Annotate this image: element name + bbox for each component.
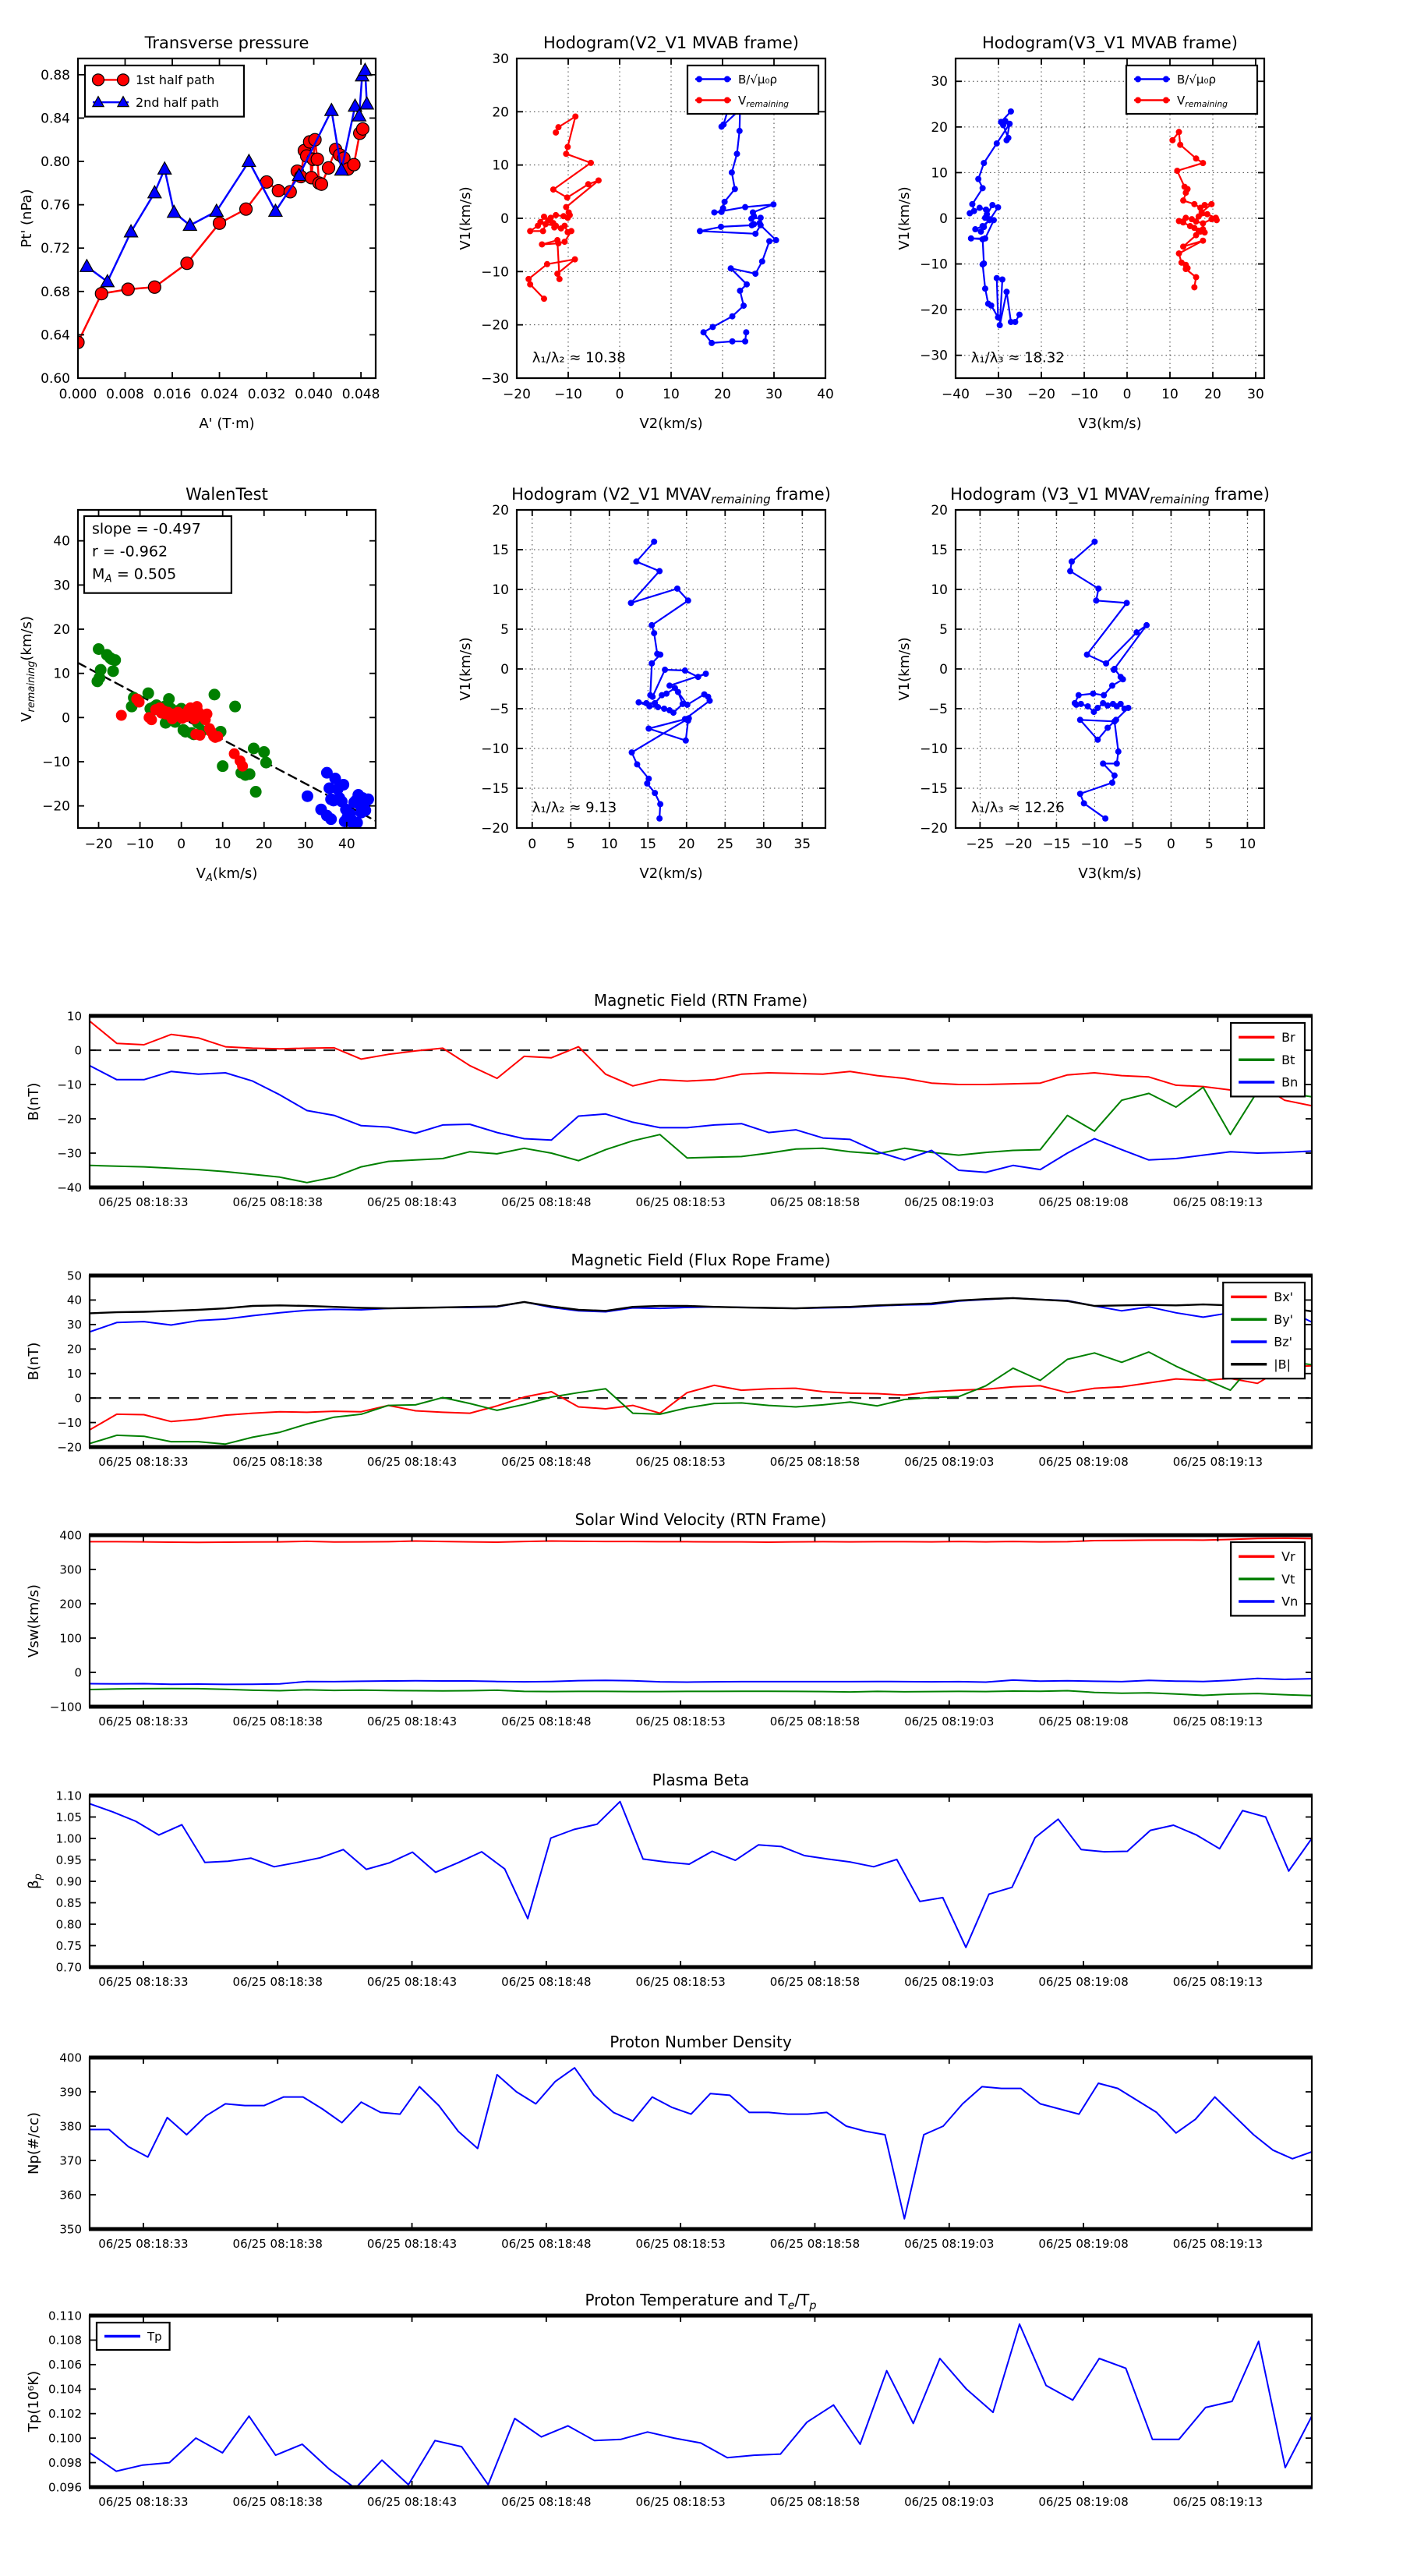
svg-text:−5: −5 [489,701,509,717]
svg-text:−25: −25 [966,837,995,852]
svg-text:30: 30 [931,74,948,90]
chart-hodogram-v2v1-mvab [458,34,834,432]
svg-text:06/25 08:18:53: 06/25 08:18:53 [635,2237,726,2251]
svg-text:Vn: Vn [1281,1594,1299,1609]
svg-text:06/25 08:19:08: 06/25 08:19:08 [1038,2495,1129,2509]
svg-text:0.60: 0.60 [41,370,70,387]
svg-text:0.70: 0.70 [55,1960,82,1975]
svg-text:06/25 08:19:13: 06/25 08:19:13 [1172,2495,1263,2509]
svg-text:−10: −10 [920,257,948,273]
svg-text:0: 0 [528,837,537,852]
svg-text:−20: −20 [1027,387,1055,402]
svg-text:Np(#/cc): Np(#/cc) [26,2112,42,2174]
svg-text:−10: −10 [920,741,948,757]
svg-text:1.05: 1.05 [55,1810,82,1824]
svg-text:06/25 08:19:13: 06/25 08:19:13 [1172,1455,1263,1469]
svg-text:|B|: |B| [1274,1357,1292,1372]
svg-text:0.102: 0.102 [48,2406,82,2421]
svg-text:20: 20 [714,387,731,402]
svg-text:0.040: 0.040 [295,387,333,402]
svg-text:−10: −10 [481,741,509,757]
svg-text:0: 0 [939,211,948,227]
svg-text:15: 15 [931,542,948,558]
svg-text:06/25 08:18:48: 06/25 08:18:48 [501,1455,592,1469]
svg-text:V1(km/s): V1(km/s) [896,637,913,701]
chart-plasma-beta [26,1771,1313,1989]
svg-text:10: 10 [492,582,509,598]
svg-text:0.110: 0.110 [48,2309,82,2323]
svg-text:B/√μ₀ρ: B/√μ₀ρ [1177,72,1216,87]
svg-text:06/25 08:18:53: 06/25 08:18:53 [635,1455,726,1469]
svg-text:06/25 08:19:03: 06/25 08:19:03 [904,1455,995,1469]
svg-text:Hodogram (V3_V1 MVAVremaining: Hodogram (V3_V1 $MVAV_{remaining}$ frame) [950,485,1270,507]
svg-text:06/25 08:18:48: 06/25 08:18:48 [501,2495,592,2509]
svg-text:0.84: 0.84 [41,111,70,127]
svg-text:−40: −40 [942,387,970,402]
svg-text:−10: −10 [57,1077,82,1092]
svg-text:0.108: 0.108 [48,2333,82,2348]
chart-proton-number-density [26,2033,1313,2251]
svg-text:1.00: 1.00 [55,1831,82,1846]
svg-text:06/25 08:18:53: 06/25 08:18:53 [635,1714,726,1729]
svg-text:Hodogram(V2_V1 MVAB frame): Hodogram(V2_V1 MVAB frame) [543,34,799,52]
svg-text:0: 0 [1122,387,1132,402]
svg-text:35: 35 [793,837,811,852]
svg-text:10: 10 [66,1366,82,1381]
svg-text:06/25 08:18:43: 06/25 08:18:43 [366,1455,458,1469]
svg-text:06/25 08:19:08: 06/25 08:19:08 [1038,2237,1129,2251]
svg-text:20: 20 [255,837,273,852]
svg-text:0: 0 [74,1665,82,1680]
svg-text:30: 30 [296,837,314,852]
chart-hodogram-v3v1-mvav [896,485,1270,882]
svg-text:06/25 08:18:43: 06/25 08:18:43 [366,1975,458,1989]
svg-text:5: 5 [566,837,575,852]
svg-text:0.024: 0.024 [200,387,239,402]
svg-text:06/25 08:19:03: 06/25 08:19:03 [904,1195,995,1209]
svg-text:λ₁/λ₂ ≈ 9.13: λ₁/λ₂ ≈ 9.13 [532,799,617,816]
svg-text:20: 20 [53,621,70,638]
svg-text:06/25 08:18:38: 06/25 08:18:38 [232,1455,323,1469]
svg-text:06/25 08:19:03: 06/25 08:19:03 [904,2237,995,2251]
svg-text:V3(km/s): V3(km/s) [1078,865,1142,882]
svg-text:06/25 08:18:38: 06/25 08:18:38 [232,1195,323,1209]
svg-text:06/25 08:19:13: 06/25 08:19:13 [1172,2237,1263,2251]
svg-text:Vremaining: $V_{remaining}$ [1177,93,1228,110]
svg-text:10: 10 [66,1009,82,1024]
svg-text:Magnetic Field (RTN Frame): Magnetic Field (RTN Frame) [593,991,808,1010]
svg-text:Vremaining(km/s): $V_{remaining}(km/s)$ [19,616,37,722]
svg-text:−10: −10 [42,754,70,770]
svg-text:30: 30 [492,51,509,67]
svg-text:10: 10 [492,157,509,174]
svg-text:06/25 08:18:33: 06/25 08:18:33 [98,2495,189,2509]
svg-text:10: 10 [1161,387,1179,402]
svg-text:06/25 08:18:48: 06/25 08:18:48 [501,2237,592,2251]
svg-text:0: 0 [74,1043,82,1058]
svg-text:380: 380 [59,2119,82,2134]
svg-text:Hodogram(V3_V1 MVAB frame): Hodogram(V3_V1 MVAB frame) [982,34,1238,52]
svg-text:40: 40 [338,837,355,852]
svg-text:Proton Temperature and Te/Tp: Proton Temperature and $T_e/T_p$ [585,2291,817,2312]
svg-text:10: 10 [53,666,70,682]
svg-text:25: 25 [716,837,734,852]
chart-hodogram-v2v1-mvav [458,485,831,882]
chart-proton-temperature [26,2291,1313,2509]
svg-text:400: 400 [59,2051,82,2065]
svg-text:06/25 08:19:03: 06/25 08:19:03 [904,2495,995,2509]
svg-text:0.75: 0.75 [55,1938,82,1953]
svg-text:06/25 08:19:03: 06/25 08:19:03 [904,1975,995,1989]
svg-text:Bt: Bt [1281,1052,1295,1067]
svg-text:06/25 08:19:08: 06/25 08:19:08 [1038,1714,1129,1729]
svg-text:06/25 08:18:48: 06/25 08:18:48 [501,1195,592,1209]
svg-text:390: 390 [59,2085,82,2100]
svg-text:30: 30 [1247,387,1264,402]
svg-text:06/25 08:18:38: 06/25 08:18:38 [232,1714,323,1729]
svg-text:0: 0 [177,837,186,852]
chart-magnetic-field-rtn [26,991,1313,1209]
svg-text:0.098: 0.098 [48,2455,82,2470]
svg-text:100: 100 [59,1631,82,1646]
svg-text:−20: −20 [920,303,948,319]
svg-text:−20: −20 [57,1112,82,1127]
svg-text:0.104: 0.104 [48,2382,82,2397]
svg-text:0: 0 [615,387,624,402]
svg-text:0.72: 0.72 [41,241,70,257]
svg-text:40: 40 [66,1293,82,1307]
svg-text:06/25 08:18:58: 06/25 08:18:58 [769,1195,861,1209]
svg-text:20: 20 [492,104,509,121]
svg-text:1.10: 1.10 [55,1789,82,1803]
svg-text:Plasma Beta: Plasma Beta [652,1771,750,1789]
svg-text:Vremaining: $V_{remaining}$ [738,93,790,110]
svg-text:−20: −20 [57,1440,82,1455]
svg-text:200: 200 [59,1597,82,1612]
svg-text:0.100: 0.100 [48,2431,82,2446]
svg-text:06/25 08:18:33: 06/25 08:18:33 [98,1195,189,1209]
svg-text:06/25 08:18:58: 06/25 08:18:58 [769,2495,861,2509]
chart-hodogram-v3v1-mvab [896,34,1265,432]
svg-text:0.032: 0.032 [247,387,286,402]
svg-text:−20: −20 [503,387,531,402]
svg-text:30: 30 [53,578,70,594]
svg-text:−30: −30 [481,370,509,387]
svg-text:300: 300 [59,1562,82,1577]
svg-text:V3(km/s): V3(km/s) [1078,416,1142,432]
svg-text:10: 10 [931,165,948,182]
svg-text:slope = -0.497: slope = -0.497 [92,520,201,538]
svg-text:−10: −10 [554,387,582,402]
svg-text:Br: Br [1281,1030,1295,1045]
svg-text:−20: −20 [1004,837,1033,852]
svg-text:0.95: 0.95 [55,1852,82,1867]
svg-text:0: 0 [62,710,70,727]
svg-text:06/25 08:18:43: 06/25 08:18:43 [366,1195,458,1209]
svg-text:06/25 08:18:58: 06/25 08:18:58 [769,1455,861,1469]
svg-text:−20: −20 [42,798,70,815]
svg-text:−20: −20 [920,820,948,837]
svg-text:V1(km/s): V1(km/s) [458,186,474,250]
svg-text:Magnetic Field (Flux Rope Fram: Magnetic Field (Flux Rope Frame) [571,1251,831,1269]
svg-text:0.008: 0.008 [106,387,144,402]
chart-solar-wind-velocity [26,1510,1313,1729]
svg-text:V1(km/s): V1(km/s) [458,637,474,701]
svg-text:−10: −10 [1070,387,1098,402]
svg-text:−5: −5 [1122,837,1143,852]
svg-text:06/25 08:19:08: 06/25 08:19:08 [1038,1975,1129,1989]
svg-text:βp: $\beta_p$ [26,1874,44,1889]
svg-text:30: 30 [755,837,772,852]
svg-text:20: 20 [677,837,695,852]
svg-text:06/25 08:18:43: 06/25 08:18:43 [366,2495,458,2509]
svg-text:−20: −20 [481,317,509,334]
svg-text:350: 350 [59,2222,82,2237]
svg-text:0.68: 0.68 [41,284,70,300]
svg-text:06/25 08:18:58: 06/25 08:18:58 [769,1714,861,1729]
svg-text:B(nT): B(nT) [26,1342,42,1381]
svg-text:15: 15 [492,542,509,558]
svg-text:20: 20 [931,119,948,136]
svg-text:0.000: 0.000 [58,387,97,402]
svg-text:06/25 08:19:13: 06/25 08:19:13 [1172,1975,1263,1989]
svg-text:Vsw(km/s): Vsw(km/s) [26,1584,42,1658]
svg-text:5: 5 [939,621,948,638]
svg-text:0: 0 [500,211,509,227]
svg-text:Bz': Bz' [1274,1334,1293,1350]
svg-text:06/25 08:18:38: 06/25 08:18:38 [232,1975,323,1989]
svg-text:0.80: 0.80 [55,1917,82,1932]
svg-text:06/25 08:18:43: 06/25 08:18:43 [366,1714,458,1729]
svg-text:10: 10 [931,582,948,598]
svg-text:Tp(10⁶K): Tp(10⁶K) [26,2370,42,2433]
svg-text:370: 370 [59,2153,82,2168]
svg-text:20: 20 [931,502,948,518]
svg-text:Tp: Tp [147,2329,162,2344]
svg-text:20: 20 [492,502,509,518]
chart-transverse-pressure [19,34,380,432]
svg-text:0.85: 0.85 [55,1895,82,1910]
svg-text:06/25 08:19:13: 06/25 08:19:13 [1172,1714,1263,1729]
svg-text:−20: −20 [84,837,113,852]
svg-text:10: 10 [214,837,231,852]
svg-text:Transverse pressure: Transverse pressure [144,34,309,52]
svg-text:B(nT): B(nT) [26,1082,42,1121]
svg-text:−15: −15 [1042,837,1071,852]
svg-text:Vr: Vr [1281,1549,1295,1564]
svg-text:5: 5 [500,621,509,638]
svg-text:06/25 08:18:38: 06/25 08:18:38 [232,2237,323,2251]
svg-text:06/25 08:18:43: 06/25 08:18:43 [366,2237,458,2251]
svg-text:06/25 08:19:03: 06/25 08:19:03 [904,1714,995,1729]
svg-text:10: 10 [1239,837,1256,852]
svg-text:λ₁/λ₃ ≈ 18.32: λ₁/λ₃ ≈ 18.32 [970,349,1065,366]
svg-text:1st half path: 1st half path [136,73,215,87]
svg-text:40: 40 [53,533,70,550]
svg-text:Vt: Vt [1281,1571,1295,1587]
svg-text:0.096: 0.096 [48,2480,82,2495]
svg-text:V2(km/s): V2(km/s) [639,416,703,432]
svg-text:20: 20 [1204,387,1221,402]
svg-text:06/25 08:19:08: 06/25 08:19:08 [1038,1455,1129,1469]
svg-text:5: 5 [1205,837,1214,852]
svg-text:06/25 08:19:08: 06/25 08:19:08 [1038,1195,1129,1209]
svg-text:−10: −10 [57,1415,82,1430]
svg-text:Solar Wind Velocity (RTN Frame: Solar Wind Velocity (RTN Frame) [574,1510,827,1529]
svg-text:WalenTest: WalenTest [186,485,268,504]
svg-text:−20: −20 [481,820,509,837]
svg-text:Pt' (nPa): Pt' (nPa) [19,189,35,248]
svg-text:A' (T·m): A' (T·m) [199,416,255,432]
svg-text:06/25 08:18:58: 06/25 08:18:58 [769,2237,861,2251]
svg-text:0: 0 [74,1391,82,1406]
svg-text:0.90: 0.90 [55,1874,82,1889]
svg-text:06/25 08:18:33: 06/25 08:18:33 [98,1714,189,1729]
svg-text:Bx': Bx' [1274,1290,1294,1304]
svg-text:0: 0 [939,661,948,678]
svg-text:V2(km/s): V2(km/s) [639,865,703,882]
svg-text:30: 30 [66,1318,82,1332]
svg-text:−30: −30 [920,348,948,364]
svg-text:20: 20 [66,1342,82,1357]
svg-text:50: 50 [66,1269,82,1283]
svg-text:06/25 08:18:33: 06/25 08:18:33 [98,2237,189,2251]
svg-text:0.64: 0.64 [41,327,70,344]
svg-text:0.80: 0.80 [41,154,70,170]
svg-text:0: 0 [500,661,509,678]
svg-text:Proton Number Density: Proton Number Density [610,2033,792,2051]
svg-text:−15: −15 [920,780,948,797]
svg-text:−15: −15 [481,780,509,797]
svg-text:B/√μ₀ρ: B/√μ₀ρ [738,72,777,87]
svg-text:06/25 08:18:38: 06/25 08:18:38 [232,2495,323,2509]
svg-text:−10: −10 [125,837,154,852]
svg-text:360: 360 [59,2188,82,2203]
svg-text:06/25 08:18:58: 06/25 08:18:58 [769,1975,861,1989]
svg-text:06/25 08:18:53: 06/25 08:18:53 [635,1195,726,1209]
svg-text:0.016: 0.016 [153,387,192,402]
svg-text:−10: −10 [1080,837,1109,852]
svg-text:Hodogram (V2_V1 MVAVremaining: Hodogram (V2_V1 $MVAV_{remaining}$ frame) [511,485,831,507]
chart-magnetic-field-fluxrope [26,1251,1313,1469]
svg-text:λ₁/λ₂ ≈ 10.38: λ₁/λ₂ ≈ 10.38 [532,349,626,366]
svg-text:30: 30 [765,387,783,402]
svg-text:400: 400 [59,1528,82,1543]
svg-text:λ₁/λ₃ ≈ 12.26: λ₁/λ₃ ≈ 12.26 [970,799,1065,816]
svg-text:0: 0 [1167,837,1175,852]
svg-text:15: 15 [639,837,657,852]
svg-text:−10: −10 [481,264,509,281]
svg-text:06/25 08:18:33: 06/25 08:18:33 [98,1975,189,1989]
svg-text:−100: −100 [49,1700,82,1714]
svg-text:−30: −30 [984,387,1012,402]
svg-text:−30: −30 [57,1146,82,1161]
svg-text:V1(km/s): V1(km/s) [896,186,913,250]
svg-text:06/25 08:19:13: 06/25 08:19:13 [1172,1195,1263,1209]
svg-text:r = -0.962: r = -0.962 [92,543,168,561]
svg-text:0.88: 0.88 [41,67,70,83]
svg-text:0.106: 0.106 [48,2358,82,2373]
svg-text:VA(km/s): $V_A(km/s)$ [196,865,258,884]
svg-text:MA = 0.505: $M_A = 0.505$ [92,565,177,586]
svg-text:−5: −5 [928,701,948,717]
svg-text:06/25 08:18:48: 06/25 08:18:48 [501,1714,592,1729]
svg-text:Bn: Bn [1281,1074,1299,1090]
svg-text:40: 40 [817,387,834,402]
svg-text:06/25 08:18:48: 06/25 08:18:48 [501,1975,592,1989]
svg-text:06/25 08:18:53: 06/25 08:18:53 [635,1975,726,1989]
svg-text:By': By' [1274,1311,1294,1327]
svg-text:10: 10 [600,837,618,852]
svg-text:06/25 08:18:33: 06/25 08:18:33 [98,1455,189,1469]
svg-text:10: 10 [663,387,680,402]
chart-walen-test [19,485,376,884]
svg-text:06/25 08:18:53: 06/25 08:18:53 [635,2495,726,2509]
svg-text:−40: −40 [57,1180,82,1195]
svg-text:0.048: 0.048 [341,387,380,402]
svg-text:2nd half path: 2nd half path [136,94,220,110]
svg-text:0.76: 0.76 [41,197,70,214]
